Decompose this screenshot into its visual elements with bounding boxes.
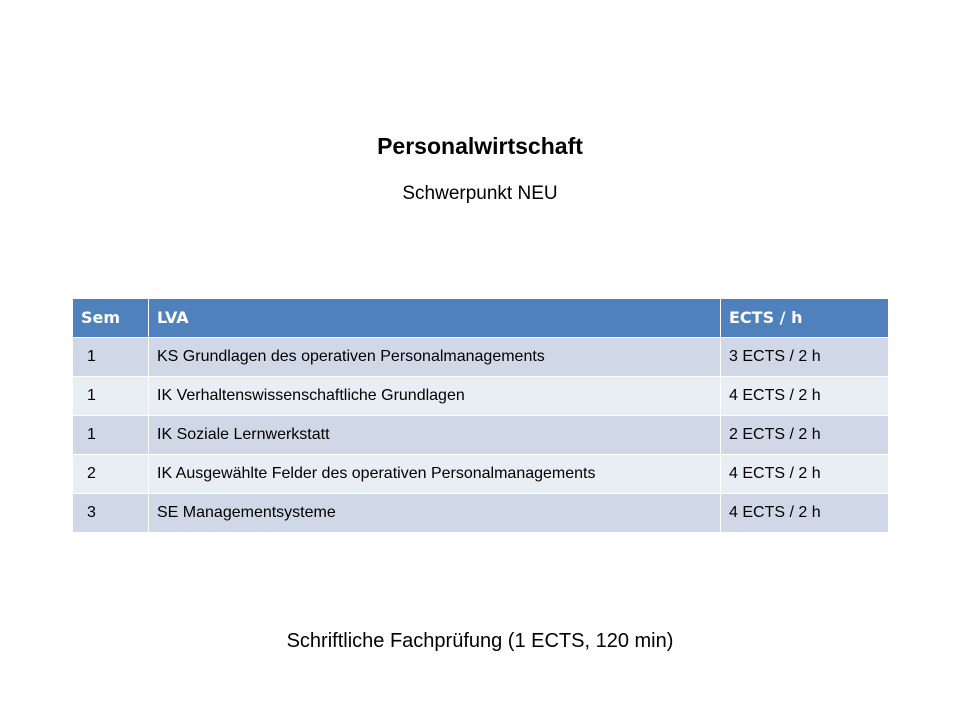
header-ects: ECTS / h — [721, 299, 889, 338]
lva-cell: IK Ausgewählte Felder des operativen Personalmanagements — [149, 455, 721, 494]
ects-cell: 2 ECTS / 2 h — [721, 416, 889, 455]
exam-note: Schriftliche Fachprüfung (1 ECTS, 120 min) — [286, 630, 674, 652]
sem-cell: 1 — [73, 416, 149, 455]
sem-cell: 3 — [73, 494, 149, 533]
lva-cell: IK Verhaltenswissenschaftliche Grundlagen — [149, 377, 721, 416]
ects-cell: 4 ECTS / 2 h — [721, 494, 889, 533]
ects-cell: 4 ECTS / 2 h — [721, 377, 889, 416]
sem-cell: 1 — [73, 338, 149, 377]
sem-cell: 1 — [73, 377, 149, 416]
table-row — [73, 494, 889, 533]
table-row — [73, 377, 889, 416]
lva-cell: KS Grundlagen des operativen Personalmanagements — [149, 338, 721, 377]
lva-cell: SE Managementsysteme — [149, 494, 721, 533]
page-subtitle: Schwerpunkt NEU — [402, 183, 558, 204]
lva-cell: IK Soziale Lernwerkstatt — [149, 416, 721, 455]
sem-cell: 2 — [73, 455, 149, 494]
table-row — [73, 338, 889, 377]
ects-cell: 3 ECTS / 2 h — [721, 338, 889, 377]
course-table — [72, 298, 889, 533]
table-header-row — [73, 299, 889, 338]
ects-cell: 4 ECTS / 2 h — [721, 455, 889, 494]
header-sem: Sem — [73, 299, 149, 338]
table-row — [73, 416, 889, 455]
table-row — [73, 455, 889, 494]
page-title: Personalwirtschaft — [377, 133, 583, 159]
header-lva: LVA — [149, 299, 721, 338]
